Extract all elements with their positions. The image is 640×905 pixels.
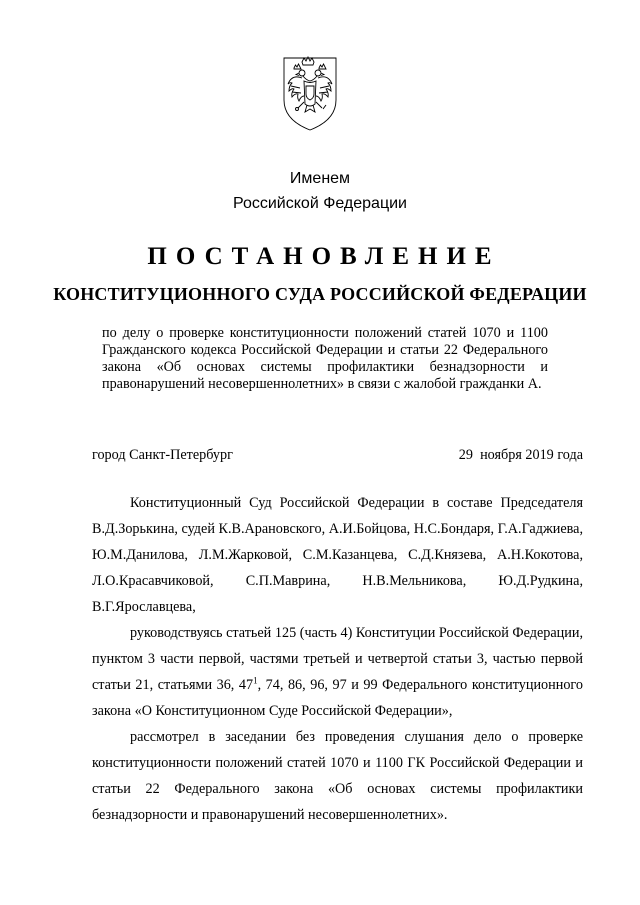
case-subject: по делу о проверке конституционности положений статей 1070 и 1100 Гражданского кодекса Российской Федерации и статьи 22 Федерального закона «Об основах системы профилактики безнадзорности и правонарушений несовершеннолетних» в связи с жалобой гражданки А. [102,325,548,392]
document-body [92,490,583,828]
decision-date: 29 ноября 2019 года [458,447,583,463]
russian-federation-line: Российской Федерации [233,195,407,212]
body-paragraph-legal-basis [92,620,583,724]
superscript-1: 1 [253,675,258,686]
legal-basis-text-end: , 74, 86, 96, 97 и 99 Федерального конституционного закона «О Конституционном Суде Российской Федерации», [92,677,583,719]
body-paragraph-considered: рассмотрел в заседании без проведения слушания дело о проверке конституционности положений статей 1070 и 1100 ГК Российской Федерации и статьи 22 Федерального закона «Об основах системы профилактики безнадзорности и правонарушений несовершеннолетних». [92,729,583,823]
in-the-name-of-line: Именем [289,170,351,187]
city: город Санкт-Петербург [92,447,233,463]
body-paragraph-composition: Конституционный Суд Российской Федерации в составе Председателя В.Д.Зорькина, судей К.В.Арановского, А.И.Бойцова, Н.С.Бондаря, Г.А.Гаджиева, Ю.М.Данилова, Л.М.Жарковой, С.М.Казанцева, С.Д.Князева, А.Н.Кокотова, Л.О.Красавчиковой, С.П.Маврина, Н.В.Мельникова, Ю.Д.Рудкина, В.Г.Ярославцева, [92,495,583,615]
legal-basis-text-start: руководствуясь статьей 125 (часть 4) Конституции Российской Федерации, пунктом 3 части первой, частями третьей и четвертой статьи 3, частью первой статьи 21, статьями 36, 47 [92,625,583,693]
document-type-title: ПОСТАНОВЛЕНИЕ [147,243,501,270]
russian-coat-of-arms-icon [280,48,340,132]
court-name-title: КОНСТИТУЦИОННОГО СУДА РОССИЙСКОЙ ФЕДЕРАЦИИ [53,284,587,304]
